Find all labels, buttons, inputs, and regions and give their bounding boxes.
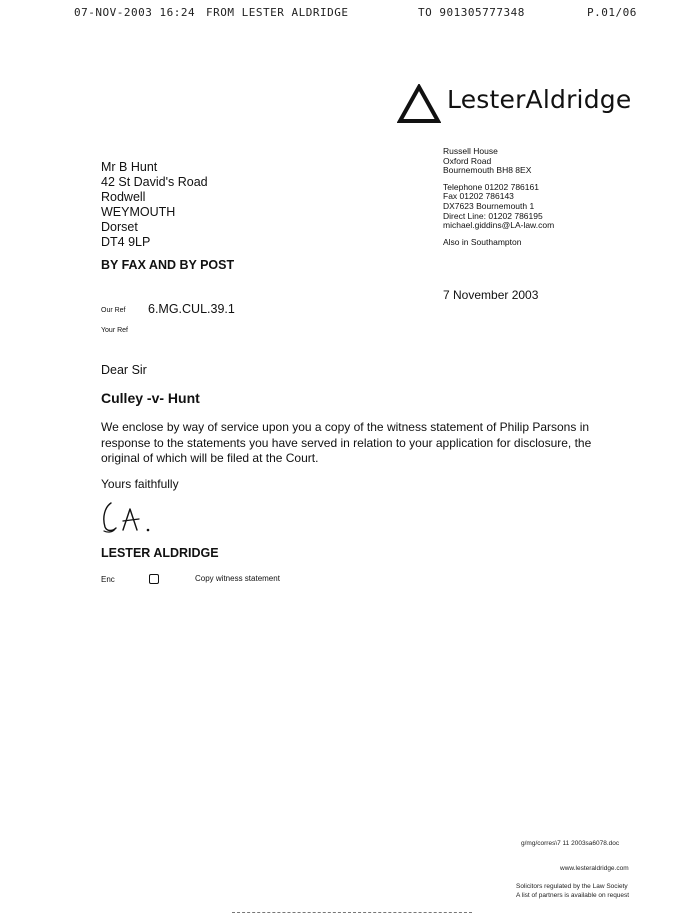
- recipient-line: Dorset: [101, 220, 138, 234]
- firm-other-office: Also in Southampton: [443, 236, 522, 247]
- body-line: We enclose by way of service upon you a copy of the witness statement of Philip Parsons in: [101, 420, 590, 434]
- body-line: response to the statements you have served in relation to your application for disclosure, the: [101, 435, 592, 450]
- delivery-method: BY FAX AND BY POST: [101, 258, 235, 272]
- your-ref-label: Your Ref: [101, 327, 128, 334]
- recipient-line: Mr B Hunt: [101, 160, 158, 174]
- firm-contact-line: Telephone 01202 786161: [443, 181, 539, 192]
- document-reference: g/mg/corres\7 11 2003sa6078.doc: [521, 840, 620, 847]
- fax-from: FROM LESTER ALDRIDGE: [206, 6, 349, 19]
- enclosure-text: Copy witness statement: [195, 574, 280, 583]
- firm-contact-line: Fax 01202 786143: [443, 191, 514, 202]
- bottom-divider: [232, 912, 472, 913]
- recipient-line: Rodwell: [101, 190, 146, 204]
- firm-email: michael.giddins@LA-law.com: [443, 220, 555, 231]
- handwritten-signature: [99, 497, 169, 542]
- body-line: original of which will be filed at the Court.: [101, 451, 319, 465]
- enclosure-label: Enc: [101, 575, 115, 584]
- firm-address: [443, 147, 554, 247]
- enclosure-box-icon: [149, 574, 159, 584]
- recipient-line: DT4 9LP: [101, 235, 151, 249]
- recipient-line: WEYMOUTH: [101, 205, 176, 219]
- triangle-logo-icon: [397, 84, 441, 124]
- website: www.lesteraldridge.com: [560, 865, 629, 872]
- logo-text: LesterAldridge: [447, 85, 632, 114]
- signature-image: [99, 497, 169, 537]
- our-ref-label: Our Ref: [101, 307, 126, 314]
- firm-contact-line: DX7623 Bournemouth 1: [443, 200, 535, 211]
- firm-address-line: Russell House: [443, 146, 498, 156]
- subject-line: Culley -v- Hunt: [101, 390, 200, 406]
- firm-contact-line: Direct Line: 01202 786195: [443, 210, 543, 221]
- firm-logo: [397, 84, 632, 129]
- fax-to: TO 901305777348: [418, 6, 525, 19]
- recipient-address: [101, 160, 208, 250]
- firm-address-line: Bournemouth BH8 8EX: [443, 165, 532, 176]
- signatory: LESTER ALDRIDGE: [101, 546, 219, 560]
- body-paragraph: [101, 420, 591, 467]
- recipient-line: 42 St David's Road: [101, 175, 208, 189]
- letter-date: 7 November 2003: [443, 288, 539, 302]
- regulation-note: Solicitors regulated by the Law Society: [516, 883, 628, 890]
- salutation: Dear Sir: [101, 363, 147, 377]
- partners-note: A list of partners is available on request: [516, 892, 630, 899]
- our-ref-value: 6.MG.CUL.39.1: [148, 302, 235, 316]
- fax-date-time: 07-NOV-2003 16:24: [74, 6, 196, 19]
- firm-address-line: Oxford Road: [443, 155, 492, 166]
- closing: Yours faithfully: [101, 477, 179, 491]
- fax-page-number: P.01/06: [587, 6, 637, 19]
